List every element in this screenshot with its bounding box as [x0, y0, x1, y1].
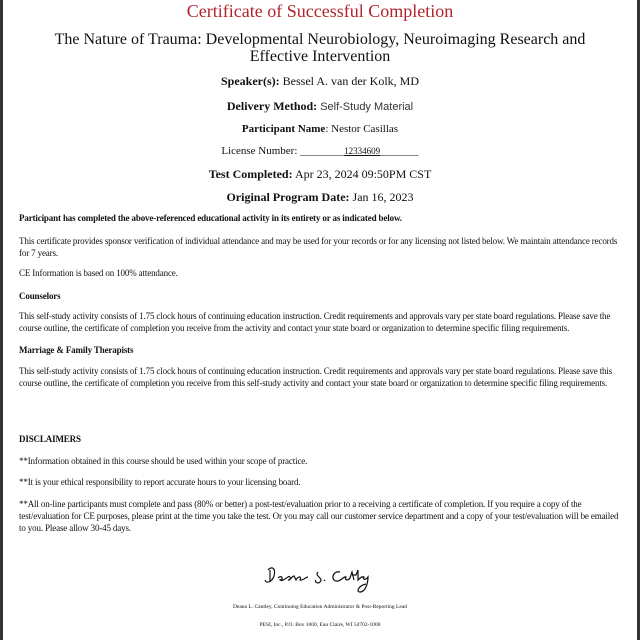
verification-text: This certificate provides sponsor verification of individual attendance and may be used for your records or for any licensing not listed below. We maintain attendance records for 7 years. [19, 236, 618, 258]
license-label: License Number: [221, 145, 298, 157]
counselors-heading: Counselors [19, 291, 61, 301]
mft-heading: Marriage & Family Therapists [19, 345, 134, 355]
license-line [0, 145, 640, 157]
participant-line: Participant Name: Nestor Casillas [241, 123, 399, 135]
participant-label: Participant Name [241, 123, 326, 135]
disclaimer-item: **Information obtained in this course should be used within your scope of practice. [19, 456, 308, 466]
address-line: PESI, Inc., P.O. Box 1000, Eau Claire, WI 54702-1000 [259, 622, 381, 628]
signature-image [262, 562, 382, 598]
certificate-title: Certificate of Successful Completion [186, 1, 454, 21]
delivery-label: Delivery Method: [226, 99, 318, 113]
speaker-value: Bessel A. van der Kolk, MD [282, 74, 419, 88]
speaker-label: Speaker(s): [221, 74, 280, 88]
disclaimer-item: **All on-line participants must complete and pass (80% or better) a post-test/evaluation prior to a receiving a certificate of completion. If you require a copy of the test/evaluation for CE purposes, please print at the time you take the test. Or you may call our customer service department and a copy of your test/evaluation will be emailed to you. Please allow 30-45 days. [19, 499, 619, 533]
disclaimer-item: **It is your ethical responsibility to report accurate hours to your licensing board. [19, 477, 301, 487]
test-completed-value: Apr 23, 2024 09:50PM CST [294, 167, 432, 181]
disclaimers-heading: DISCLAIMERS [19, 434, 81, 444]
test-completed-label: Test Completed: [208, 167, 293, 181]
participant-value: Nestor Casillas [331, 123, 399, 135]
counselors-text: This self-study activity consists of 1.75 clock hours of continuing education instruction. Credit requirements and approvals vary per state board regulations. Please save the course outline, the certificate of completion you receive from the activity and contact your state board or organization to determine specific filing requirements. [19, 311, 611, 333]
program-date-label: Original Program Date: [226, 190, 350, 204]
delivery-line [0, 99, 640, 114]
mft-text: This self-study activity consists of 1.75 clock hours of continuing education instruction. Credit requirements and approvals vary per state board regulations. Please save this course outline, the certificate of completion you receive from this self-study activity and contact your state board or organization to determine specific filing requirements. [19, 366, 613, 388]
delivery-value: Self-Study Material [320, 101, 414, 113]
program-date-value: Jan 16, 2023 [352, 190, 414, 204]
program-date-line [0, 190, 640, 205]
license-blank: ________ [300, 145, 345, 157]
license-blank: _______ [380, 145, 419, 157]
signer-name-line: Deana L. Cantley, Continuing Education Administrator & Post-Reporting Lead [232, 604, 408, 610]
speaker-line [0, 74, 640, 89]
completion-statement: Participant has completed the above-referenced educational activity in its entirety or as indicated below. [19, 213, 402, 223]
ce-info: CE Information is based on 100% attendance. [19, 268, 178, 278]
page-edge-left [0, 0, 3, 640]
license-value: 12334609 [344, 146, 381, 156]
course-title: The Nature of Trauma: Developmental Neurobiology, Neuroimaging Research and Effective Intervention [54, 31, 586, 65]
test-completed-line [0, 167, 640, 182]
